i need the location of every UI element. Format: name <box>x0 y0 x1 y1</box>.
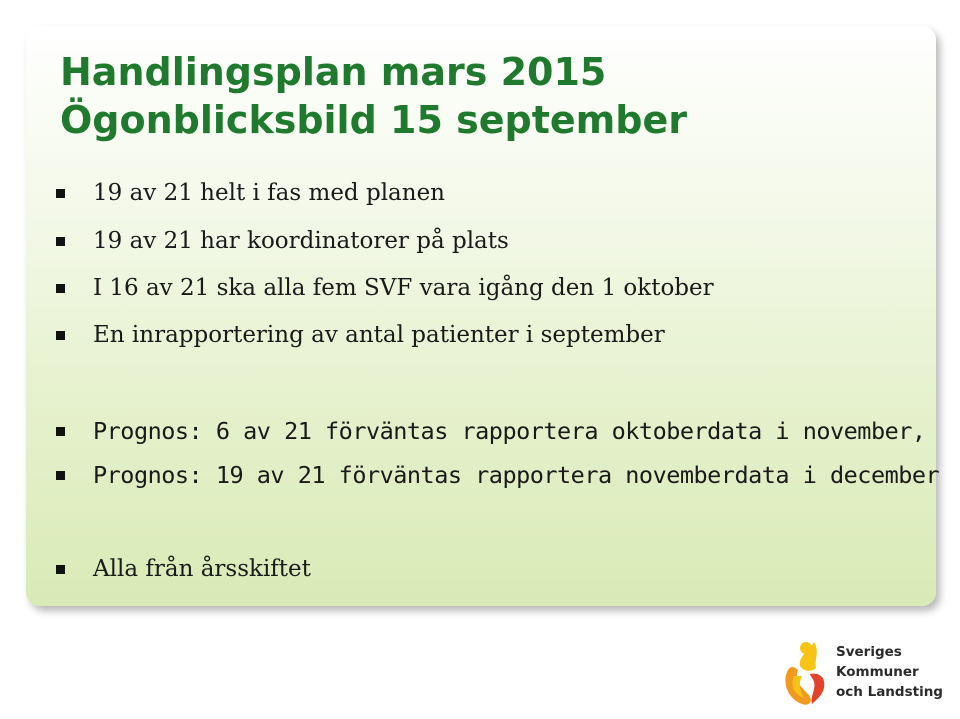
bullet-item-4 <box>56 322 665 348</box>
logo-line-2: Kommuner <box>836 664 919 680</box>
logo-wordmark <box>836 642 943 702</box>
bullet-text: 19 av 21 har koordinatorer på plats <box>93 228 509 254</box>
square-bullet-icon <box>56 565 65 574</box>
square-bullet-icon <box>56 284 65 293</box>
square-bullet-icon <box>56 189 65 198</box>
bullet-text: Prognos: 19 av 21 förväntas rapportera novemberdata i december <box>93 461 940 489</box>
bullet-text: En inrapportering av antal patienter i september <box>93 322 665 348</box>
square-bullet-icon <box>56 331 65 340</box>
slide-title <box>60 48 687 144</box>
bullet-item-3 <box>56 275 714 301</box>
square-bullet-icon <box>56 471 65 480</box>
bullet-text: Prognos: 6 av 21 förväntas rapportera oktoberdata i november, <box>93 417 926 445</box>
skl-logo <box>780 636 950 708</box>
square-bullet-icon <box>56 237 65 246</box>
title-line-2: Ögonblicksbild 15 september <box>60 98 687 142</box>
bullet-item-6 <box>56 461 939 489</box>
bullet-item-5 <box>56 417 926 445</box>
logo-line-3: och Landsting <box>836 684 943 700</box>
logo-line-1: Sveriges <box>836 644 902 660</box>
bullet-item-1 <box>56 180 445 206</box>
skl-flame-figure-icon <box>780 636 836 708</box>
bullet-item-2 <box>56 228 509 254</box>
bullet-text: 19 av 21 helt i fas med planen <box>93 180 445 206</box>
title-line-1: Handlingsplan mars 2015 <box>60 50 607 94</box>
bullet-item-7 <box>56 556 311 582</box>
bullet-text: I 16 av 21 ska alla fem SVF vara igång den 1 oktober <box>93 275 714 301</box>
bullet-text: Alla från årsskiftet <box>93 556 311 582</box>
square-bullet-icon <box>56 427 65 436</box>
